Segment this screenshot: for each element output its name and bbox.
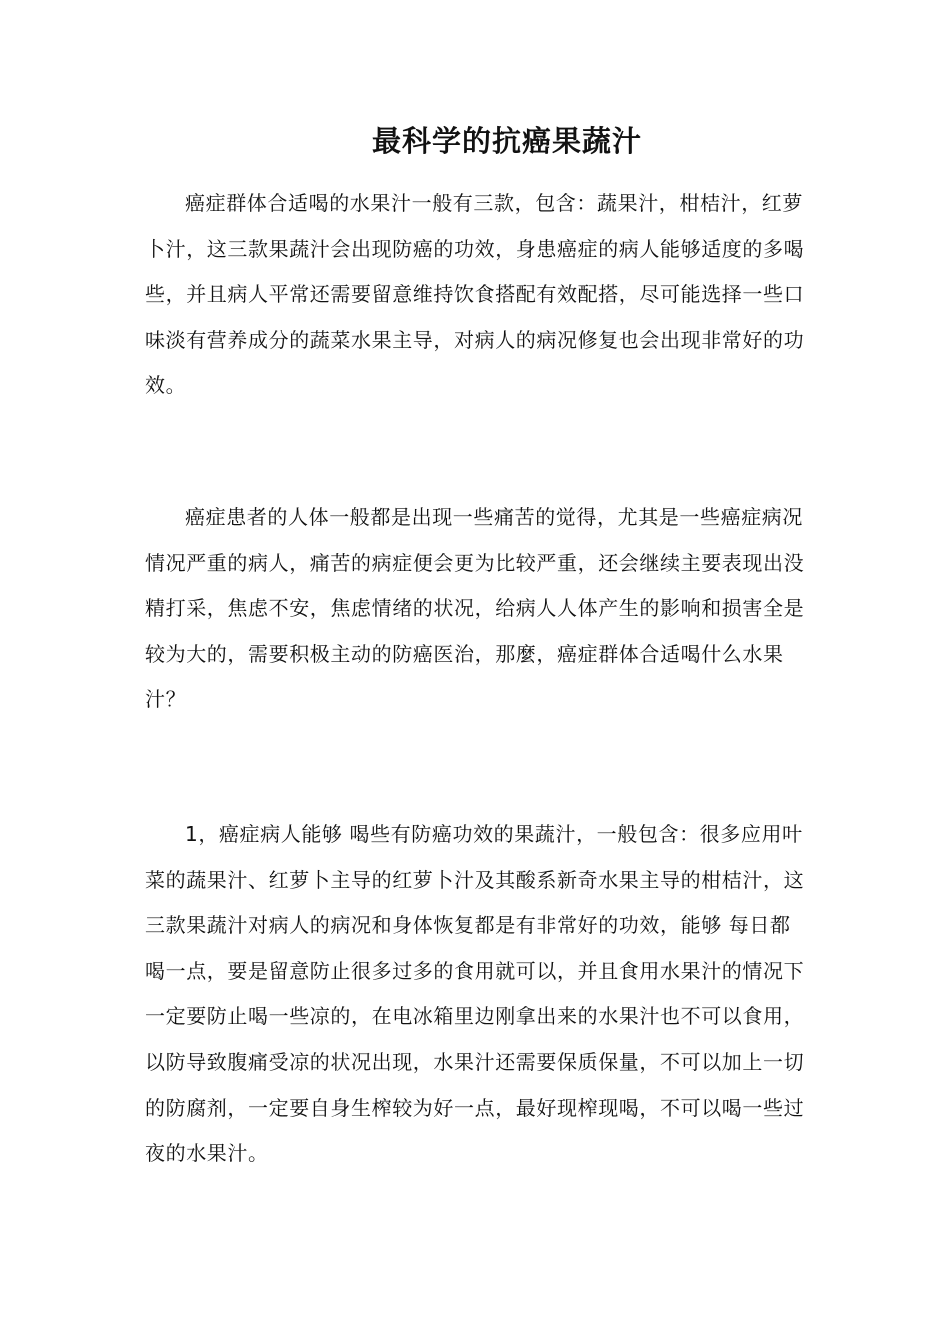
paragraph-point-1: 1，癌症病人能够 喝些有防癌功效的果蔬汁，一般包含：很多应用叶菜的蔬果汁、红萝卜主导的红萝卜汁及其酸系新奇水果主导的柑桔汁，这三款果蔬汁对病人的病况和身体恢复都是有非常好的功效，能够 每日都喝一点，要是留意防止很多过多的食用就可以，并且食用水果汁的情况下一定要防止喝一些凉的，在电冰箱里边刚拿出来的水果汁也不可以食用，以防导致腹痛受凉的状况出现，水果汁还需要保质保量，不可以加上一切的防腐剂，一定要自身生榨较为好一点，最好现榨现喝，不可以喝一些过夜的水果汁。 [145, 822, 805, 1166]
paragraph-intro: 癌症群体合适喝的水果汁一般有三款，包含：蔬果汁，柑桔汁，红萝卜汁，这三款果蔬汁会出现防癌的功效，身患癌症的病人能够适度的多喝些，并且病人平常还需要留意维持饮食搭配有效配搭，尽可能选择一些口味淡有营养成分的蔬菜水果主导，对病人的病况修复也会出现非常好的功效。 [145, 191, 805, 397]
document-title: 最科学的抗癌果蔬汁 [371, 124, 642, 158]
paragraph-symptoms: 癌症患者的人体一般都是出现一些痛苦的觉得，尤其是一些癌症病况情况严重的病人，痛苦的病症便会更为比较严重，还会继续主要表现出没精打采，焦虑不安，焦虑情绪的状况，给病人人体产生的影响和损害全是较为大的，需要积极主动的防癌医治，那麼，癌症群体合适喝什么水果汁？ [145, 505, 805, 711]
